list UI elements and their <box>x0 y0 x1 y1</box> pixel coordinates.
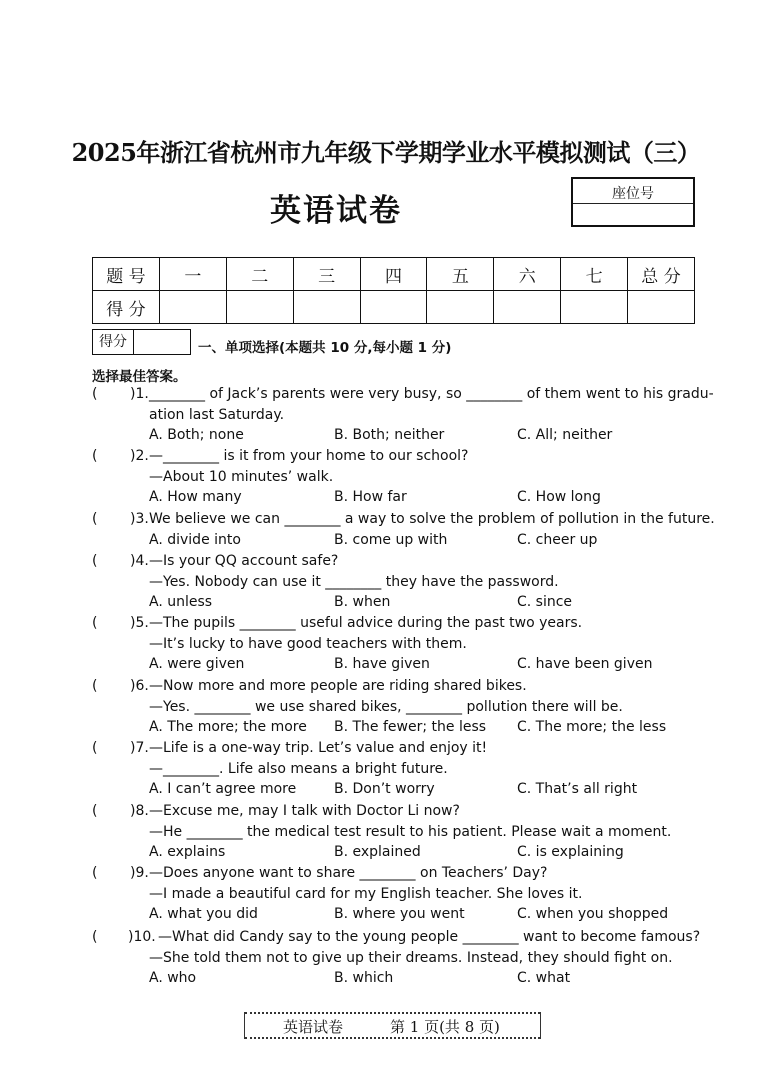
question-text-line: —Yes. ________ we use shared bikes, ________ pollution there will be. <box>149 698 623 715</box>
option-b: B. where you went <box>334 906 465 922</box>
score-cell-empty <box>628 291 695 324</box>
option-b: B. Don’t worry <box>334 781 435 797</box>
option-c: C. The more; the less <box>517 719 667 735</box>
option-c: C. That’s all right <box>517 781 638 797</box>
option-c: C. cheer up <box>517 531 598 548</box>
score-cell-empty <box>159 291 226 324</box>
question-number: )5. <box>130 615 149 631</box>
question-number: )8. <box>130 803 149 819</box>
option-b: B. Both; neither <box>334 427 445 443</box>
score-cell-empty <box>561 291 628 324</box>
score-cell-empty <box>494 291 561 324</box>
score-table-cell: 二 <box>226 258 293 291</box>
option-c: C. How long <box>517 489 601 505</box>
option-a: A. explains <box>149 844 226 860</box>
option-a: A. Both; none <box>149 427 244 443</box>
question-text-line: —It’s lucky to have good teachers with them. <box>149 635 467 652</box>
question-number: )6. <box>130 678 149 694</box>
exam-title: 2025年浙江省杭州市九年级下学期学业水平模拟测试（三） <box>71 138 701 167</box>
question-number: )9. <box>130 865 149 881</box>
score-table-cell: 题 号 <box>93 258 160 291</box>
option-b: B. which <box>334 970 394 986</box>
seat-number-box <box>571 177 695 227</box>
answer-paren: ( <box>92 615 98 631</box>
section-score-label: 得分 <box>93 330 134 354</box>
question-text-line: —Does anyone want to share ________ on Teachers’ Day? <box>149 865 548 881</box>
option-a: A. what you did <box>149 906 258 922</box>
answer-paren: ( <box>92 448 98 464</box>
option-a: A. were given <box>149 656 245 672</box>
option-a: A. divide into <box>149 531 241 548</box>
option-b: B. The fewer; the less <box>334 719 487 735</box>
answer-paren: ( <box>92 678 98 694</box>
option-b: B. explained <box>334 844 421 860</box>
answer-paren: ( <box>92 865 98 881</box>
option-c: C. All; neither <box>517 427 613 443</box>
score-table-cell: 一 <box>159 258 226 291</box>
score-table-cell: 总 分 <box>628 258 695 291</box>
question-text-line: We believe we can ________ a way to solve the problem of pollution in the future. <box>149 511 715 527</box>
option-b: B. come up with <box>334 531 448 548</box>
question-text-line: —I made a beautiful card for my English teacher. She loves it. <box>149 885 583 902</box>
question-number: )3. <box>130 511 149 527</box>
score-table-score-row <box>93 291 695 324</box>
score-table-cell: 七 <box>561 258 628 291</box>
question-text-line: —Is your QQ account safe? <box>149 553 339 569</box>
question-text-line: —________. Life also means a bright future. <box>149 760 448 777</box>
score-table-cell: 六 <box>494 258 561 291</box>
score-cell-empty <box>427 291 494 324</box>
score-cell-empty <box>293 291 360 324</box>
score-cell-empty <box>226 291 293 324</box>
option-c: C. since <box>517 594 573 610</box>
seat-number-label: 座位号 <box>612 186 654 202</box>
score-table-cell: 四 <box>360 258 427 291</box>
option-c: C. when you shopped <box>517 906 669 922</box>
question-text-line: ation last Saturday. <box>149 406 285 423</box>
answer-paren: ( <box>92 740 98 756</box>
option-a: A. who <box>149 970 197 986</box>
question-number: )4. <box>130 553 149 569</box>
question-number: )7. <box>130 740 149 756</box>
question-text-line: —________ is it from your home to our school? <box>149 448 469 464</box>
question-text-line: —Excuse me, may I talk with Doctor Li now? <box>149 803 460 819</box>
score-table-header-row <box>93 258 695 291</box>
question-text-line: —Yes. Nobody can use it ________ they have the password. <box>149 573 559 590</box>
page-footer <box>244 1012 541 1039</box>
option-a: A. I can’t agree more <box>149 781 297 797</box>
option-a: A. How many <box>149 489 242 505</box>
question-text-line: —About 10 minutes’ walk. <box>149 468 334 485</box>
question-number: )1. <box>130 386 149 402</box>
option-b: B. when <box>334 594 391 610</box>
answer-paren: ( <box>92 929 98 945</box>
option-b: B. have given <box>334 656 430 672</box>
option-c: C. have been given <box>517 656 653 672</box>
score-table-cell: 得 分 <box>93 291 160 324</box>
option-c: C. what <box>517 970 571 986</box>
question-text-line: —He ________ the medical test result to his patient. Please wait a moment. <box>149 823 672 840</box>
question-text-line: ________ of Jack’s parents were very busy, so ________ of them went to his gradu- <box>149 386 714 402</box>
question-text-line: —What did Candy say to the young people ________ want to become famous? <box>158 929 701 945</box>
section-title: 一、单项选择(本题共 10 分,每小题 1 分) <box>198 340 452 356</box>
footer-page-number: 第 1 页(共 8 页) <box>390 1018 500 1036</box>
subject-title: 英语试卷 <box>270 193 402 229</box>
option-a: A. The more; the more <box>149 719 307 735</box>
answer-paren: ( <box>92 386 98 402</box>
score-table-cell: 五 <box>427 258 494 291</box>
question-text-line: —Life is a one-way trip. Let’s value and enjoy it! <box>149 740 488 756</box>
answer-paren: ( <box>92 803 98 819</box>
option-a: A. unless <box>149 594 213 610</box>
answer-paren: ( <box>92 553 98 569</box>
answer-paren: ( <box>92 511 98 527</box>
question-number: )2. <box>130 448 149 464</box>
question-number: )10. <box>128 929 156 945</box>
footer-subject: 英语试卷 <box>283 1018 344 1036</box>
section-instruction: 选择最佳答案。 <box>92 369 187 385</box>
score-table-cell: 三 <box>293 258 360 291</box>
score-cell-empty <box>360 291 427 324</box>
option-c: C. is explaining <box>517 844 624 860</box>
score-table <box>92 257 695 324</box>
seat-number-divider <box>573 203 693 204</box>
section-score-box <box>92 329 191 355</box>
option-b: B. How far <box>334 489 407 505</box>
question-text-line: —She told them not to give up their dreams. Instead, they should fight on. <box>149 949 673 966</box>
question-text-line: —The pupils ________ useful advice during the past two years. <box>149 615 583 631</box>
question-text-line: —Now more and more people are riding shared bikes. <box>149 678 527 694</box>
